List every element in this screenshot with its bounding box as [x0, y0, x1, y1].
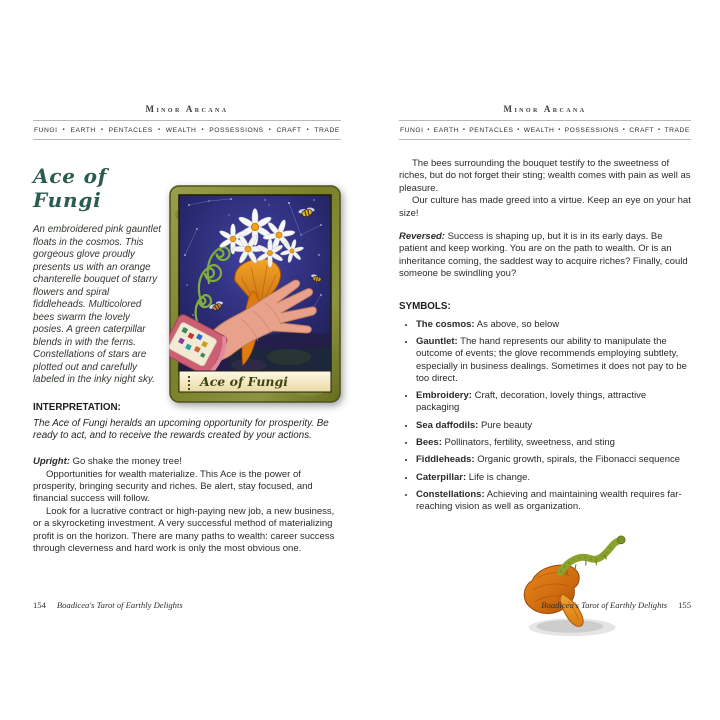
upright-intro-text: Go shake the money tree! [72, 456, 182, 468]
tarot-card-illustration [169, 185, 341, 403]
nav-separator: • [622, 127, 626, 133]
nav-separator: • [517, 127, 520, 133]
page-number: 155 [678, 600, 691, 610]
card-caption: Ace of Fungi [200, 374, 289, 389]
running-head: Minor Arcana [399, 104, 691, 121]
nav-item-earth: EARTH [70, 127, 96, 134]
symbols-heading: SYMBOLS: [399, 300, 451, 312]
body-paragraph: The bees surrounding the bouquet testify to the sweetness of riches, but do not forget their sting; wealth comes with pain as well as pleasure. [399, 158, 691, 194]
nav-separator: • [462, 127, 466, 133]
nav-item-possessions: POSSESSIONS [209, 127, 264, 134]
interpretation-text: The Ace of Fungi heralds an upcoming opportunity for prosperity. Be ready to act, and to receive the rewards created by your actions. [33, 417, 329, 442]
chanterelle-caterpillar-illustration [511, 529, 639, 647]
nav-item-trade: TRADE [314, 127, 340, 134]
nav-separator: • [201, 127, 205, 133]
nav-item-earth: EARTH [433, 127, 460, 134]
nav-item-possessions: POSSESSIONS [564, 127, 619, 134]
nav-separator: • [157, 127, 161, 133]
upright-label: Upright: [33, 456, 70, 468]
page-title: Ace of Fungi [33, 164, 108, 212]
nav-separator: • [658, 127, 661, 133]
symbol-item: • Embroidery: Craft, decoration, lovely things, attractive packaging [416, 390, 691, 415]
upright-section [33, 456, 341, 555]
symbol-item: • Caterpillar: Life is change. [416, 472, 691, 484]
interpretation-heading: INTERPRETATION: [33, 401, 121, 413]
nav-item-craft: CRAFT [629, 127, 655, 134]
left-footer [33, 600, 183, 610]
nav-separator: • [306, 127, 310, 133]
body-paragraph: Our culture has made greed into a virtue. Keep an eye on your hat size! [399, 195, 691, 219]
nav-item-wealth: WEALTH [165, 127, 197, 134]
nav-separator: • [100, 127, 104, 133]
nav-item-wealth: WEALTH [523, 127, 555, 134]
nav-item-fungi: FUNGI [400, 127, 424, 134]
symbol-item: • Constellations: Achieving and maintaining wealth requires far-reaching vision as well as organization. [416, 489, 691, 514]
symbol-item: • Fiddleheads: Organic growth, spirals, the Fibonacci sequence [416, 454, 691, 466]
symbol-item: • Bees: Pollinators, fertility, sweetness, and sting [416, 437, 691, 449]
card-description: An embroidered pink gauntlet floats in the cosmos. This gorgeous glove proudly presents us with an orange chanterelle bouquet of starry flowers and spiral fiddleheads. Multicolored bees swarm the lovely posies. A green caterpillar blends in with the ferns. Constellations of stars are plotted out and carefully labeled in the inky night sky. [33, 224, 161, 385]
upright-intro [33, 456, 341, 468]
symbol-item: • Gauntlet: The hand represents our ability to manipulate the outcome of events; the glove recommends employing subtlety, especially in business dealings. Sometimes it does not pay to be too direct. [416, 336, 691, 385]
reversed-paragraph [399, 231, 691, 281]
nav-item-fungi: FUNGI [34, 127, 58, 134]
right-page [399, 104, 691, 652]
left-page [33, 104, 341, 555]
right-footer [399, 600, 691, 610]
symbol-item: • The cosmos: As above, so below [416, 319, 691, 331]
book-title: Boadicea's Tarot of Earthly Delights [541, 600, 668, 610]
right-page-content [399, 158, 691, 652]
upright-paragraph: Look for a lucrative contract or high-paying new job, a new business, or a skyrocketing investment. A very successful method of materializing profit is on the horizon. There are many paths to wealth: career success through cleverness and hard work is only the most obvious one. [33, 505, 335, 554]
book-title: Boadicea's Tarot of Earthly Delights [56, 600, 183, 610]
nav-separator: • [427, 127, 430, 133]
running-head: Minor Arcana [33, 104, 341, 121]
reversed-label: Reversed: [399, 231, 445, 243]
nav-separator: • [268, 127, 272, 133]
suit-navbar [33, 121, 341, 140]
nav-item-pentacles: PENTACLES [469, 127, 514, 134]
suit-navbar [399, 121, 691, 140]
nav-item-craft: CRAFT [276, 127, 302, 134]
page-number: 154 [33, 600, 46, 610]
upright-paragraph: Opportunities for wealth materialize. This Ace is the power of prosperity, bringing security and riches. Be alert, stay focused, and financial success will follow. [33, 468, 313, 505]
symbol-item: • Sea daffodils: Pure beauty [416, 420, 691, 432]
nav-item-trade: TRADE [664, 127, 690, 134]
symbols-list [399, 319, 691, 514]
reversed-text: Success is shaping up, but it is in its early days. Be patient and keep working. You are on the path to wealth. Or is an inheritance coming, the saddest way to acquire riches? Finally, could someone be swindling you? [399, 231, 688, 280]
nav-separator: • [558, 127, 561, 133]
nav-item-pentacles: PENTACLES [108, 127, 153, 134]
nav-separator: • [62, 127, 66, 133]
left-page-content [33, 164, 341, 555]
